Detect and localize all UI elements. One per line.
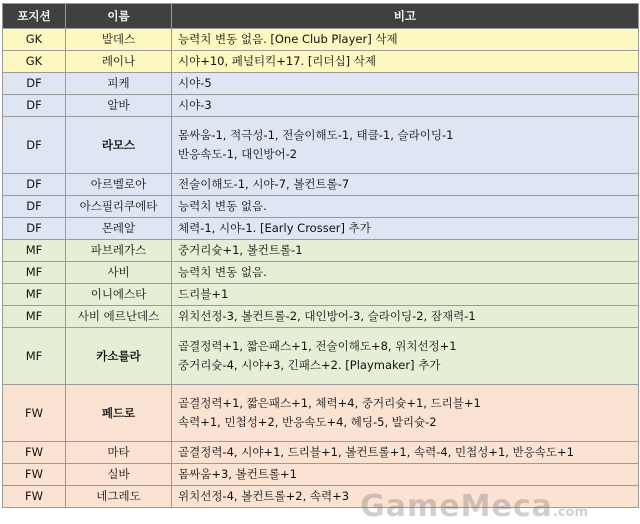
remarks-line: 위치선정-4, 볼컨트롤+2, 속력+3 — [178, 489, 350, 503]
table-row — [3, 328, 639, 385]
position-cell: FW — [3, 486, 66, 508]
table-row — [3, 174, 639, 196]
remarks-cell — [172, 328, 639, 385]
position-cell: GK — [3, 51, 66, 73]
position-cell: MF — [3, 240, 66, 262]
player-name-cell: 몬레알 — [66, 218, 172, 240]
table-row — [3, 196, 639, 218]
position-cell: DF — [3, 218, 66, 240]
remarks-line: 위치선정-3, 볼컨트롤-2, 대인방어-3, 슬라이딩-2, 잠재력-1 — [178, 309, 476, 323]
remarks-line: 골결정력+1, 짧은패스+1, 체력+4, 중거리슛+1, 드리블+1 — [178, 396, 481, 410]
remarks-cell — [172, 240, 639, 262]
position-cell: FW — [3, 385, 66, 442]
table-row — [3, 29, 639, 51]
remarks-cell — [172, 29, 639, 51]
remarks-cell — [172, 306, 639, 328]
remarks-line: 골결정력-4, 시야+1, 드리블+1, 볼컨트롤+1, 속력-4, 민첩성+1, 반응속도+1 — [178, 445, 574, 459]
table-row — [3, 486, 639, 508]
remarks-line: 속력+1, 민첩성+2, 반응속도+4, 헤딩-5, 발리슛-2 — [178, 415, 437, 429]
position-cell: MF — [3, 262, 66, 284]
remarks-line: 시야-5 — [178, 76, 212, 90]
remarks-cell — [172, 117, 639, 174]
table-row — [3, 95, 639, 117]
position-cell: MF — [3, 328, 66, 385]
position-cell: DF — [3, 95, 66, 117]
table-row — [3, 464, 639, 486]
watermark-main: GameMeca — [360, 489, 553, 524]
remarks-cell — [172, 95, 639, 117]
table-row — [3, 240, 639, 262]
position-cell: MF — [3, 284, 66, 306]
remarks-line: 능력치 변동 없음. [One Club Player] 삭제 — [178, 32, 398, 46]
remarks-line: 능력치 변동 없음. — [178, 265, 267, 279]
table-row — [3, 306, 639, 328]
table-row — [3, 262, 639, 284]
position-cell: FW — [3, 442, 66, 464]
player-name-cell: 레이나 — [66, 51, 172, 73]
player-name-cell: 카소를라 — [66, 328, 172, 385]
table-row — [3, 442, 639, 464]
remarks-cell — [172, 196, 639, 218]
position-cell: DF — [3, 174, 66, 196]
remarks-cell — [172, 218, 639, 240]
remarks-line: 골결정력+1, 짧은패스+1, 전술이해도+8, 위치선정+1 — [178, 339, 457, 353]
remarks-line: 드리블+1 — [178, 287, 229, 301]
player-name-cell: 사비 에르난데스 — [66, 306, 172, 328]
player-name-cell: 피케 — [66, 73, 172, 95]
player-name-cell: 라모스 — [66, 117, 172, 174]
remarks-line: 반응속도-1, 대인방어-2 — [178, 147, 298, 161]
table-row — [3, 284, 639, 306]
player-changes-table — [2, 3, 639, 508]
position-cell: DF — [3, 117, 66, 174]
player-name-cell: 이니에스타 — [66, 284, 172, 306]
table-row — [3, 51, 639, 73]
remarks-line: 몸싸움-1, 적극성-1, 전술이해도-1, 태클-1, 슬라이딩-1 — [178, 128, 454, 142]
player-name-cell: 파브레가스 — [66, 240, 172, 262]
table-body — [3, 29, 639, 508]
player-name-cell: 아스필리쿠에타 — [66, 196, 172, 218]
remarks-line: 중거리슛-4, 시야+3, 긴패스+2. [Playmaker] 추가 — [178, 358, 441, 372]
position-cell: DF — [3, 73, 66, 95]
position-cell: MF — [3, 306, 66, 328]
remarks-cell — [172, 464, 639, 486]
player-name-cell: 실바 — [66, 464, 172, 486]
player-name-cell: 네그레도 — [66, 486, 172, 508]
header-name: 이름 — [66, 4, 172, 29]
table-row — [3, 73, 639, 95]
remarks-cell — [172, 486, 639, 508]
table-row — [3, 117, 639, 174]
remarks-line: 능력치 변동 없음. — [178, 199, 267, 213]
player-name-cell: 알바 — [66, 95, 172, 117]
watermark-suffix: .com — [552, 505, 588, 520]
player-name-cell: 아르벨로아 — [66, 174, 172, 196]
remarks-line: 중거리슛+1, 볼컨트롤-1 — [178, 243, 303, 257]
position-cell: FW — [3, 464, 66, 486]
remarks-cell — [172, 51, 639, 73]
table-row — [3, 218, 639, 240]
table-header-row — [3, 4, 639, 29]
table-row — [3, 385, 639, 442]
remarks-cell — [172, 385, 639, 442]
remarks-cell — [172, 262, 639, 284]
remarks-line: 시야-3 — [178, 98, 212, 112]
remarks-cell — [172, 442, 639, 464]
header-remarks: 비고 — [172, 4, 639, 29]
remarks-cell — [172, 73, 639, 95]
position-cell: GK — [3, 29, 66, 51]
remarks-cell — [172, 284, 639, 306]
remarks-line: 시야+10, 페널티킥+17. [리더십] 삭제 — [178, 54, 376, 68]
remarks-line: 몸싸움+3, 볼컨트롤+1 — [178, 467, 297, 481]
player-name-cell: 발데스 — [66, 29, 172, 51]
remarks-cell — [172, 174, 639, 196]
player-name-cell: 마타 — [66, 442, 172, 464]
player-name-cell: 사비 — [66, 262, 172, 284]
remarks-line: 전술이해도-1, 시야-7, 볼컨트롤-7 — [178, 177, 350, 191]
player-name-cell: 페드로 — [66, 385, 172, 442]
position-cell: DF — [3, 196, 66, 218]
remarks-line: 체력-1, 시야-1. [Early Crosser] 추가 — [178, 221, 371, 235]
header-position: 포지션 — [3, 4, 66, 29]
